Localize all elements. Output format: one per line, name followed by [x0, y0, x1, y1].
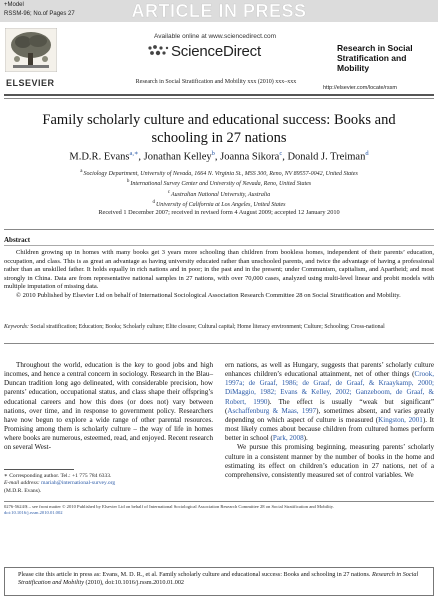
header-rule-thin: [4, 98, 434, 99]
body-column-right: [225, 361, 434, 480]
abstract-copyright: © 2010 Published by Elsevier Ltd on behalf of International Sociological Association Research Committee 28 on Social Stratification and Mobility.: [16, 291, 401, 299]
keywords-label: Keywords:: [4, 324, 29, 330]
body-column-left: [4, 361, 213, 453]
footnote-rule: [4, 469, 74, 470]
affiliation-item: $^a$Sociology Department, University of Nevada, 1664 N. Virginia St., MSS 300, Reno, NV 89557-0042, United States: [80, 169, 358, 177]
affiliations: [30, 168, 408, 210]
author-name: Jonathan Kelley: [143, 151, 212, 163]
body-paragraph: We pursue this promising beginning, measuring parents’ scholarly culture in a consistent manner by the number of books in the home and estimating its effect on children’s education in 27 nations, net of a comprehensive, consistently measured set of control variables. We: [225, 443, 434, 479]
received-dates: Received 1 December 2007; received in revised form 4 August 2009; accepted 12 January 2010: [98, 209, 340, 216]
body-paragraph: ern nations, as well as Hungary, suggests that parents’ scholarly culture enhances children’s educational attainment, net of other things (Crook, 1997a; de Graaf, 1986; de Graaf, de Graaf, & Kraaykamp, 2000; DiMaggio, 1982; Evans & Kelley, 2002; Ganzeboom, de Graaf, & Robert, 1990). The effect is usually “weak but significant” (Aschaffenburg & Maas, 1997), sometimes absent, and varies greatly depending on which aspect of culture is measured (Kingston, 2001). It most likely comes about because children from cultured homes perform better in school (Park, 2008).: [225, 361, 434, 443]
footnote: [4, 473, 213, 495]
cite-this-article-text: Please cite this article in press as: Evans, M. D. R., et al. Family scholarly culture and educational success: Books and schooling in 27 nations. Research in Social Stratification and Mobility (2010), doi:10.1016/j.rssm.2010.01.002: [18, 571, 419, 587]
keywords-list: Social stratification; Education; Books; Scholarly culture; Elite closure; Cultural capital; Home literacy environment; Culture; Schooling; Cross-national: [30, 324, 385, 330]
footer-rule: [4, 501, 434, 502]
publisher-name: ELSEVIER: [6, 78, 55, 88]
sciencedirect-logo-text: ScienceDirect: [171, 43, 261, 60]
affiliation-item: $^d$University of California at Los Angeles, United States: [152, 200, 286, 209]
page-count: No.of Pages 27: [33, 11, 75, 17]
abstract-body: [4, 249, 434, 301]
email-owner: (M.D.R. Evans).: [4, 487, 42, 494]
issn-line: 0276-5624/$ – see front matter © 2010 Published by Elsevier Ltd on behalf of International Sociological Association Research Committee 28 on Social Stratification and Mobility. doi:10.1016/j.rssm.2010.01.002: [4, 504, 434, 516]
available-online-text: Available online at www.sciencedirect.com: [154, 33, 276, 40]
doi-link[interactable]: doi:10.1016/j.rssm.2010.01.002: [4, 510, 63, 515]
author-name: M.D.R. Evans: [69, 151, 130, 163]
manuscript-number: RSSM-96;: [4, 11, 32, 17]
affiliation-item: $^b$International Survey Center and University of Nevada, Reno, United States: [126, 179, 312, 188]
abstract-rule: [4, 229, 434, 230]
citation-link[interactable]: Aschaffenburg & Maas, 1997: [227, 406, 317, 415]
body-paragraph: Throughout the world, education is the key to good jobs and high incomes, and hence a central concern in sociology. Research in the Blau–Duncan tradition long ago delineated, with considerable precision, how parents’ education, occupational status, and class shape their offspring’s educational careers and how this does (or does not) vary between nations, over time, and in response to government policy. Researchers have now begun to explore a wide range of other parental resources. Promising among them is scholarly culture – the way of life in homes where books are numerous, esteemed, read, and enjoyed. Recent research on several West-: [4, 361, 213, 452]
email-line: E-mail address: mariah@international-survey.org: [4, 480, 116, 487]
affiliation-item: $^c$Australian National University, Australia: [167, 189, 271, 198]
abstract-heading: Abstract: [4, 236, 31, 244]
author-affil-mark[interactable]: c: [279, 150, 283, 157]
sciencedirect-dots-icon: [147, 44, 169, 58]
header-rule: [4, 94, 434, 96]
article-title: Family scholarly culture and educational success: Books and schooling in 27 nations: [42, 112, 396, 146]
journal-title: Research in Social Stratification and Mobility: [337, 43, 413, 73]
keywords: [4, 323, 434, 331]
journal-citation-line: Research in Social Stratification and Mobility xxx (2010) xxx–xxx: [135, 79, 297, 85]
email-link[interactable]: mariah@international-survey.org: [41, 480, 116, 487]
keywords-rule: [4, 343, 434, 344]
author-affil-mark[interactable]: b: [211, 150, 215, 157]
corresponding-author-note: ∗ Corresponding author. Tel.: +1 775 784 6333.: [4, 473, 112, 479]
citation-link[interactable]: Kingston, 2001: [378, 415, 423, 424]
citation-link[interactable]: Crook, 1997a; de Graaf, 1986; de Graaf, de Graaf, & Kraaykamp, 2000; DiMaggio, 1982; Evans & Kelley, 2002; Ganzeboom, de Graaf, & Robert, 1990: [225, 370, 434, 406]
author-name: Joanna Sikora: [220, 151, 280, 163]
author-name: Donald J. Treiman: [287, 151, 366, 163]
model-tag: +Model: [4, 2, 24, 8]
abstract-rule-under: [4, 245, 434, 246]
abstract-text: Children growing up in homes with many books get 3 years more schooling than children from bookless homes, independent of their parents’ education, occupation, and class. This is as great an advantage as having university educated rather than unschooled parents, and twice the advantage of having a professional rather than an unskilled father. It holds equally in rich nations and in poor; in the past and in the present; under Communism, capitalism, and Apartheid; and most strongly in China. Data are from representative national samples in 27 nations, with over 70,000 cases, analyzed using multi-level linear and probit models with multiple imputation of missing data.: [4, 249, 434, 291]
citation-link[interactable]: Park, 2008: [272, 434, 304, 443]
author-affil-mark[interactable]: d: [365, 150, 369, 157]
journal-url-link[interactable]: http://elsevier.com/locate/rssm: [323, 85, 397, 91]
elsevier-tree-logo-icon: [5, 28, 57, 72]
author-list: M.D.R. Evans$^{a,∗}$, Jonathan Kelley$^b$, Joanna Sikora$^c$, Donald J. Treiman$^d$: [69, 150, 369, 163]
article-in-press-label: ARTICLE IN PRESS: [131, 1, 307, 21]
author-affil-mark[interactable]: a,∗: [129, 150, 139, 157]
